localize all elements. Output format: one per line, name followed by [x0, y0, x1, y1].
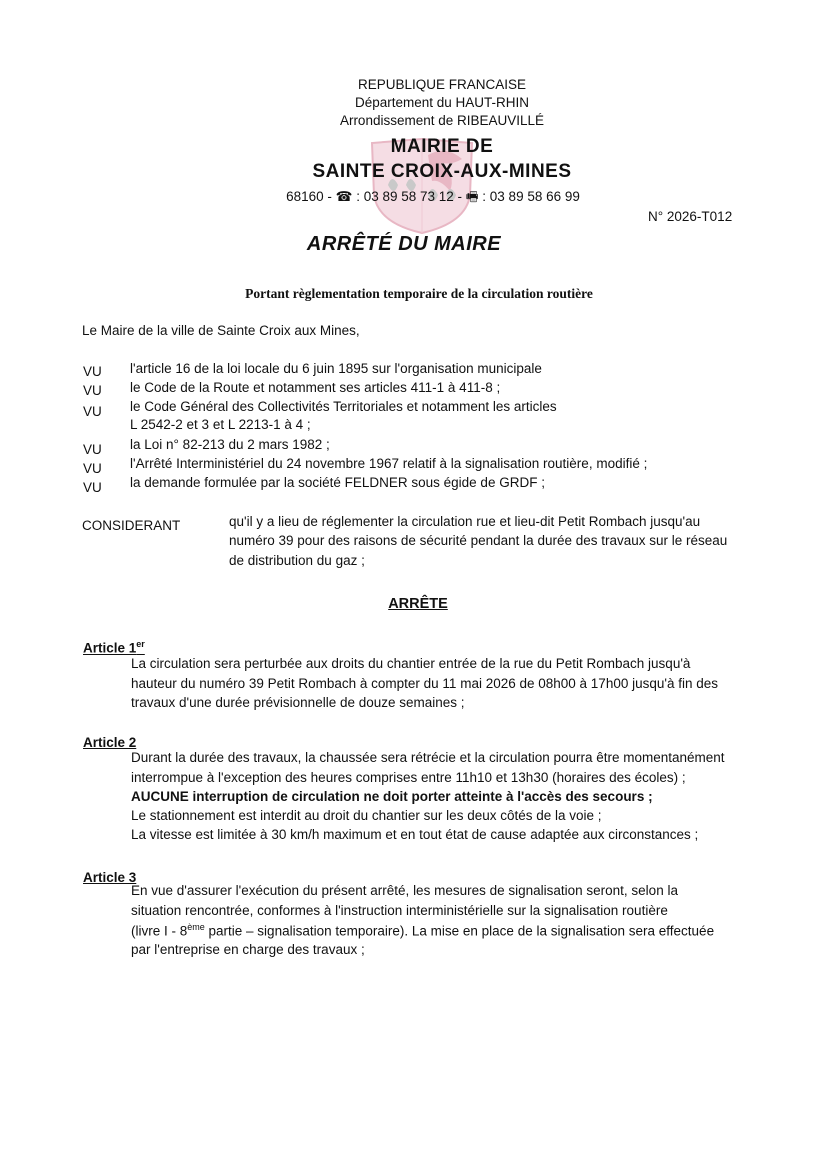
- subtitle: Portant règlementation temporaire de la circulation routière: [245, 286, 593, 301]
- mairie-line-1: MAIRIE DE: [390, 136, 494, 157]
- article-2-text: interrompue à l'exception des heures comprises entre 11h10 et 13h30 (horaires des écoles) ;: [131, 770, 686, 785]
- article-2-text: La vitesse est limitée à 30 km/h maximum et en tout état de cause adaptée aux circonstances ;: [131, 827, 699, 842]
- article-2-text: Le stationnement est interdit au droit du chantier sur les deux côtés de la voie ;: [131, 808, 602, 823]
- article-3-text: (livre I - 8ème partie – signalisation temporaire). La mise en place de la signalisation sera effectuée: [131, 922, 715, 939]
- intro-text: Le Maire de la ville de Sainte Croix aux Mines,: [82, 323, 360, 338]
- arrete-section-title: ARRÊTE: [388, 596, 448, 612]
- considerant-label: CONSIDERANT: [82, 518, 181, 533]
- vu-label: VU: [83, 480, 102, 495]
- article-2-emphasis: AUCUNE interruption de circulation ne doit porter atteinte à l'accès des secours ;: [131, 789, 653, 804]
- vu-label: VU: [83, 404, 102, 419]
- considerant-text: de distribution du gaz ;: [229, 553, 365, 568]
- article-3-text: par l'entreprise en charge des travaux ;: [131, 942, 365, 957]
- decree-number: N° 2026-T012: [648, 209, 733, 224]
- article-3-heading: Article 3: [83, 870, 137, 885]
- vu-item: le Code Général des Collectivités Territoriales et notamment les articles: [130, 399, 557, 414]
- article-1-text: travaux d'une durée prévisionnelle de douze semaines ;: [131, 695, 465, 710]
- vu-label: VU: [83, 461, 102, 476]
- article-1-heading: Article 1er: [83, 639, 145, 656]
- page-title: ARRÊTÉ DU MAIRE: [306, 233, 502, 255]
- republic-line: REPUBLIQUE FRANCAISE: [357, 77, 527, 92]
- vu-item: le Code de la Route et notamment ses articles 411-1 à 411-8 ;: [130, 380, 501, 395]
- article-3-text: En vue d'assurer l'exécution du présent arrêté, les mesures de signalisation seront, selon la: [131, 883, 678, 898]
- vu-item: l'article 16 de la loi locale du 6 juin 1895 sur l'organisation municipale: [130, 361, 542, 376]
- contact-line: 68160 - ☎ : 03 89 58 73 12 - 🖷 : 03 89 58 66 99: [286, 189, 580, 204]
- arrondissement-line: Arrondissement de RIBEAUVILLÉ: [339, 113, 545, 128]
- article-2-heading: Article 2: [83, 735, 137, 750]
- vu-label: VU: [83, 383, 102, 398]
- considerant-text: qu'il y a lieu de réglementer la circulation rue et lieu-dit Petit Rombach jusqu'au: [229, 514, 701, 529]
- article-3-text: situation rencontrée, conformes à l'instruction interministérielle sur la signalisation routière: [131, 903, 668, 918]
- considerant-text: numéro 39 pour des raisons de sécurité pendant la durée des travaux sur le réseau: [229, 533, 728, 548]
- article-1-text: La circulation sera perturbée aux droits du chantier entrée de la rue du Petit Rombach jusqu'à: [131, 656, 691, 671]
- mairie-line-2: SAINTE CROIX-AUX-MINES: [312, 161, 572, 182]
- vu-label: VU: [83, 364, 102, 379]
- vu-item-continuation: L 2542-2 et 3 et L 2213-1 à 4 ;: [130, 417, 311, 432]
- article-1-text: hauteur du numéro 39 Petit Rombach à compter du 11 mai 2026 de 08h00 à 17h00 jusqu'à fin des: [131, 676, 718, 691]
- vu-item: la Loi n° 82-213 du 2 mars 1982 ;: [130, 437, 330, 452]
- article-2-text: Durant la durée des travaux, la chaussée sera rétrécie et la circulation pourra être momentanément: [131, 750, 725, 765]
- vu-item: la demande formulée par la société FELDNER sous égide de GRDF ;: [130, 475, 545, 490]
- vu-label: VU: [83, 442, 102, 457]
- department-line: Département du HAUT-RHIN: [354, 95, 530, 110]
- vu-item: l'Arrêté Interministériel du 24 novembre 1967 relatif à la signalisation routière, modifié ;: [130, 456, 648, 471]
